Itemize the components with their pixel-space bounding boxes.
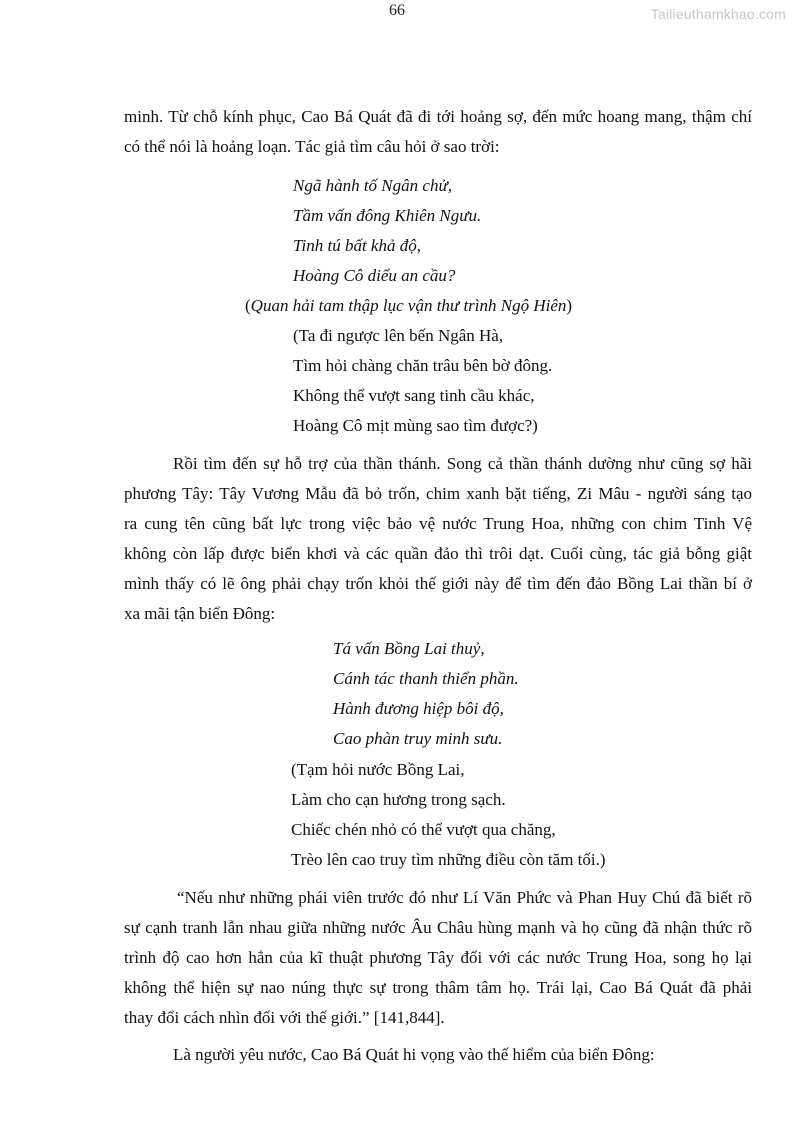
- poem-1-source: [245, 291, 572, 321]
- paragraph-line: mình thấy có lẽ ông phải chạy trốn khỏi thế giới này để tìm đến đảo Bồng Lai thần bí ở: [124, 574, 752, 593]
- paragraph-line: không còn lấp được biển khơi và các quần đảo thì trôi dạt. Cuối cùng, tác giả bỗng giật: [124, 544, 752, 563]
- paragraph-line: ra cung tên cũng bất lực trong việc bảo vệ nước Trung Hoa, những con chim Tinh Vệ: [124, 514, 752, 533]
- paragraph-line: xa mãi tận biển Đông:: [124, 604, 276, 623]
- poem-line: Tá vấn Bồng Lai thuỷ,: [333, 639, 485, 658]
- poem-line: Tinh tú bất khả độ,: [293, 236, 421, 255]
- poem-line: Làm cho cạn hương trong sạch.: [291, 790, 506, 809]
- page-number: 66: [389, 2, 405, 19]
- poem-1-original: [293, 171, 481, 291]
- paragraph-line: phương Tây: Tây Vương Mẫu đã bỏ trốn, chim xanh bặt tiếng, Zi Mâu - người sáng tạo: [124, 484, 752, 503]
- paragraph-3-quote: [124, 883, 752, 1033]
- poem-line: Chiếc chén nhỏ có thể vượt qua chăng,: [291, 820, 556, 839]
- paragraph-line: Là người yêu nước, Cao Bá Quát hi vọng vào thế hiểm của biển Đông:: [173, 1045, 655, 1064]
- paragraph-line: không thể hiện sự nao núng thực sự trong thâm tâm họ. Trái lại, Cao Bá Quát đã phải: [124, 978, 752, 997]
- poem-line: Tầm vấn đông Khiên Ngưu.: [293, 206, 482, 225]
- paragraph-line: sự cạnh tranh lẫn nhau giữa những nước Âu Châu hùng mạnh và họ cũng đã nhận thức rõ: [124, 918, 752, 937]
- watermark: Tailieuthamkhao.com: [650, 6, 786, 22]
- paragraph-line: Rồi tìm đến sự hỗ trợ của thần thánh. Song cả thần thánh dường như cũng sợ hãi: [173, 454, 752, 473]
- poem-2-original: [333, 634, 519, 754]
- poem-line: Ngã hành tố Ngân chử,: [293, 176, 452, 195]
- source-close-paren: ): [566, 296, 573, 315]
- poem-1-translation: [293, 321, 552, 441]
- poem-line: (Ta đi ngược lên bến Ngân Hà,: [293, 326, 504, 345]
- poem-line: Cao phàn truy minh sưu.: [333, 729, 503, 748]
- poem-line: Không thể vượt sang tinh cầu khác,: [293, 386, 535, 405]
- paragraph-line: trình độ cao hơn hẳn của kĩ thuật phương Tây đối với các nước Trung Hoa, song họ lại: [124, 948, 752, 967]
- poem-line: Hành đương hiệp bôi độ,: [333, 699, 504, 718]
- poem-line: Cánh tác thanh thiển phần.: [333, 669, 519, 688]
- poem-line: Trèo lên cao truy tìm những điều còn tăm tối.): [291, 850, 606, 869]
- paragraph-2: [124, 449, 752, 629]
- poem-line: (Tạm hỏi nước Bồng Lai,: [291, 760, 465, 779]
- paragraph-4: [124, 1040, 752, 1070]
- paragraph-line: minh. Từ chỗ kính phục, Cao Bá Quát đã đi tới hoảng sợ, đến mức hoang mang, thậm chí: [124, 107, 752, 126]
- source-open-paren: (: [245, 296, 251, 315]
- poem-line: Tìm hỏi chàng chăn trâu bên bờ đông.: [293, 356, 553, 375]
- poem-line: Hoàng Cô mịt mùng sao tìm được?): [293, 416, 538, 435]
- poem-line: Hoàng Cô diểu an cầu?: [293, 266, 456, 285]
- paragraph-line: thay đổi cách nhìn đối với thế giới.” [141,844].: [124, 1008, 445, 1027]
- paragraph-1: [124, 102, 752, 162]
- source-title: Quan hải tam thập lục vận thư trình Ngộ Hiên: [250, 296, 567, 315]
- paragraph-line: có thể nói là hoảng loạn. Tác giả tìm câu hỏi ở sao trời:: [124, 137, 500, 156]
- paragraph-line: “Nếu như những phái viên trước đó như Lí Văn Phức và Phan Huy Chú đã biết rõ: [177, 888, 752, 907]
- poem-2-translation: [291, 755, 606, 875]
